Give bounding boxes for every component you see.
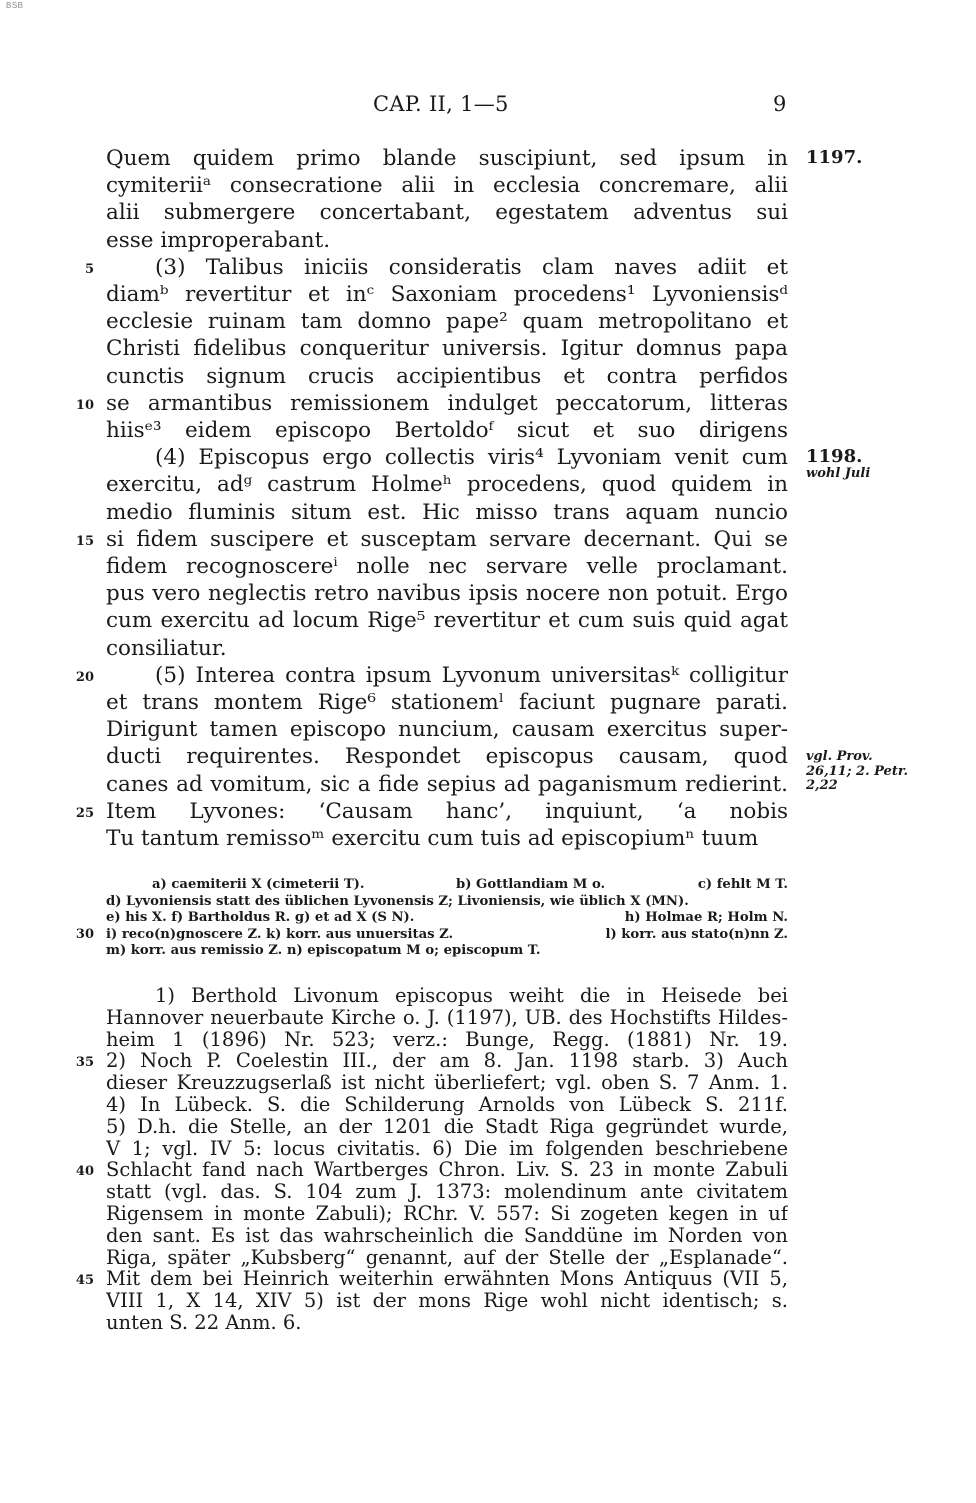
apparatus-line [106, 876, 788, 894]
library-stamp: BSB [6, 1, 24, 10]
line-number: 15 [75, 533, 94, 549]
apparatus-entry: h) Holmae R; Holm N. [624, 910, 788, 925]
running-header [0, 92, 976, 122]
text-line: medio fluminis situm est. Hic misso trans aquam nuncio [106, 499, 788, 525]
line-number: 20 [75, 669, 94, 685]
footnote-line: unten S. 22 Anm. 6. [106, 1312, 302, 1334]
text-line: Christi fidelibus conqueritur universis. Igitur domnus papa [106, 336, 788, 362]
text-line: exercitu, adᵍ castrum Holmeʰ procedens, quod quidem in [106, 472, 788, 498]
line-number: 30 [75, 926, 94, 942]
footnote-line: 5) D.h. die Stelle, an der 1201 die Stadt Riga gegründet wurde, [106, 1115, 788, 1138]
line-number: 10 [75, 397, 94, 413]
line-number: 25 [75, 805, 94, 821]
text-line: Quem quidem primo blande suscipiunt, sed ipsum in [106, 146, 788, 171]
text-line: Dirigunt tamen episcopo nuncium, causam exercitus super- [106, 717, 788, 743]
text-line: se armantibus remissionem indulget peccatorum, litteras [106, 390, 788, 416]
footnote-line: dieser Kreuzzugserlaß ist nicht überliefert; vgl. oben S. 7 Anm. 1. [106, 1072, 788, 1095]
apparatus-line [106, 942, 788, 960]
text-line: fidem recognoscereⁱ nolle nec servare velle proclamant. [106, 554, 788, 579]
footnote-line: Riga, später „Kubsberg“ genannt, auf der Stelle der „Esplanade“. [106, 1246, 788, 1269]
line-number: 40 [75, 1164, 94, 1180]
page-number: 9 [773, 92, 787, 116]
footnote-line: V 1; vgl. IV 5: locus civitatis. 6) Die im folgenden beschriebene [106, 1137, 788, 1160]
text-line: ducti requirentes. Respondet episcopus causam, quod [106, 744, 788, 770]
apparatus-entry: a) caemiterii X (cimeterii T). [152, 877, 365, 892]
text-line: (5) Interea contra ipsum Lyvonum universitasᵏ colligitur [155, 662, 788, 688]
footnote-line: heim 1 (1896) Nr. 523; verz.: Bunge, Regg. (1881) Nr. 19. [106, 1028, 788, 1051]
margin-reference: 2,22 [806, 778, 838, 794]
apparatus-entry: i) reco(n)gnoscere Z. k) korr. aus unuersitas Z. [106, 926, 454, 942]
footnote-line: 1) Berthold Livonum episcopus weiht die in Heisede bei [155, 985, 788, 1007]
apparatus-entry: b) Gottlandiam M o. [456, 877, 606, 892]
footnote-line: den sant. Es ist das wahrscheinlich die Sanddüne im Norden von [106, 1224, 788, 1247]
footnote-line: Schlacht fand nach Wartberges Chron. Liv. S. 23 in monte Zabuli [106, 1159, 788, 1182]
text-line: cum exercitu ad locum Rige⁵ revertitur et cum suis quid agat [106, 608, 788, 634]
apparatus-entry: c) fehlt M T. [697, 877, 788, 892]
apparatus-line [106, 909, 788, 927]
line-number: 35 [75, 1055, 94, 1071]
text-line: ecclesie ruinam tam domno pape² quam metropolitano et [106, 309, 788, 335]
apparatus-entry: e) his X. f) Bartholdus R. g) et ad X (S N). [106, 910, 415, 925]
text-line: diamᵇ revertitur et inᶜ Saxoniam procedens¹ Lyvoniensisᵈ [106, 282, 788, 307]
footnote-line: 2) Noch P. Coelestin III., der am 8. Jan. 1198 starb. 3) Auch [106, 1050, 788, 1073]
text-line: (4) Episcopus ergo collectis viris⁴ Lyvoniam venit cum [155, 445, 788, 471]
apparatus-line [106, 893, 788, 911]
text-line: canes ad vomitum, sic a fide sepius ad paganismum redierint. [106, 771, 788, 797]
line-number: 45 [75, 1273, 94, 1289]
text-line: esse improperabant. [106, 227, 331, 253]
margin-reference: wohl Juli [806, 466, 871, 482]
footnote-line: VIII 1, X 14, XIV 5) ist der mons Rige wohl nicht identisch; s. [106, 1290, 788, 1313]
text-line: hiisᵉ³ eidem episcopo Bertoldoᶠ sicut et suo dirigens [106, 418, 788, 443]
text-line: si fidem suscipere et susceptam servare decernant. Qui se [106, 526, 788, 552]
text-line: Tu tantum remissoᵐ exercitu cum tuis ad episcopiumⁿ tuum [106, 826, 759, 851]
margin-reference: vgl. Prov. [806, 749, 873, 765]
text-line: consiliatur. [106, 635, 227, 661]
chapter-heading: CAP. II, 1—5 [373, 92, 509, 116]
text-line: alii submergere concertabant, egestatem adventus sui [106, 200, 788, 226]
text-line: pus vero neglectis retro navibus ipsis nocere non potuit. Ergo [106, 581, 788, 607]
margin-year: 1198. [806, 446, 863, 468]
apparatus-entry: l) korr. aus stato(n)nn Z. [605, 926, 788, 942]
footnote-line: Hannover neuerbaute Kirche o. J. (1197), UB. des Hochstifts Hildes- [106, 1006, 788, 1029]
margin-year: 1197. [806, 147, 863, 168]
footnote-line: Mit dem bei Heinrich weiterhin erwähnten Mons Antiquus (VII 5, [106, 1268, 788, 1291]
apparatus-entry: d) Lyvoniensis statt des üblichen Lyvonensis Z; Livoniensis, wie üblich X (MN). [106, 893, 689, 909]
text-line: et trans montem Rige⁶ stationemˡ faciunt pugnare parati. [106, 690, 788, 715]
apparatus-entry: m) korr. aus remissio Z. n) episcopatum M o; episcopum T. [106, 943, 541, 958]
text-line: Item Lyvones: ‘Causam hanc’, inquiunt, ‘a nobis [106, 798, 788, 824]
text-line: cunctis signum crucis accipientibus et contra perfidos [106, 363, 788, 389]
line-number: 5 [84, 261, 94, 277]
margin-reference: 26,11; 2. Petr. [806, 764, 909, 780]
footnote-line: 4) In Lübeck. S. die Schilderung Arnolds von Lübeck S. 211f. [106, 1094, 788, 1116]
text-line: cymiteriiᵃ consecratione alii in ecclesia concremare, alii [106, 173, 788, 199]
footnote-line: statt (vgl. das. S. 104 zum J. 1373: molendinum ante civitatem [106, 1181, 788, 1204]
text-line: (3) Talibus iniciis consideratis clam naves adiit et [155, 254, 788, 280]
footnote-line: Rigensem in monte Zabuli); RChr. V. 557: Si zogeten kegen in uf [106, 1203, 788, 1225]
apparatus-line [106, 926, 788, 944]
